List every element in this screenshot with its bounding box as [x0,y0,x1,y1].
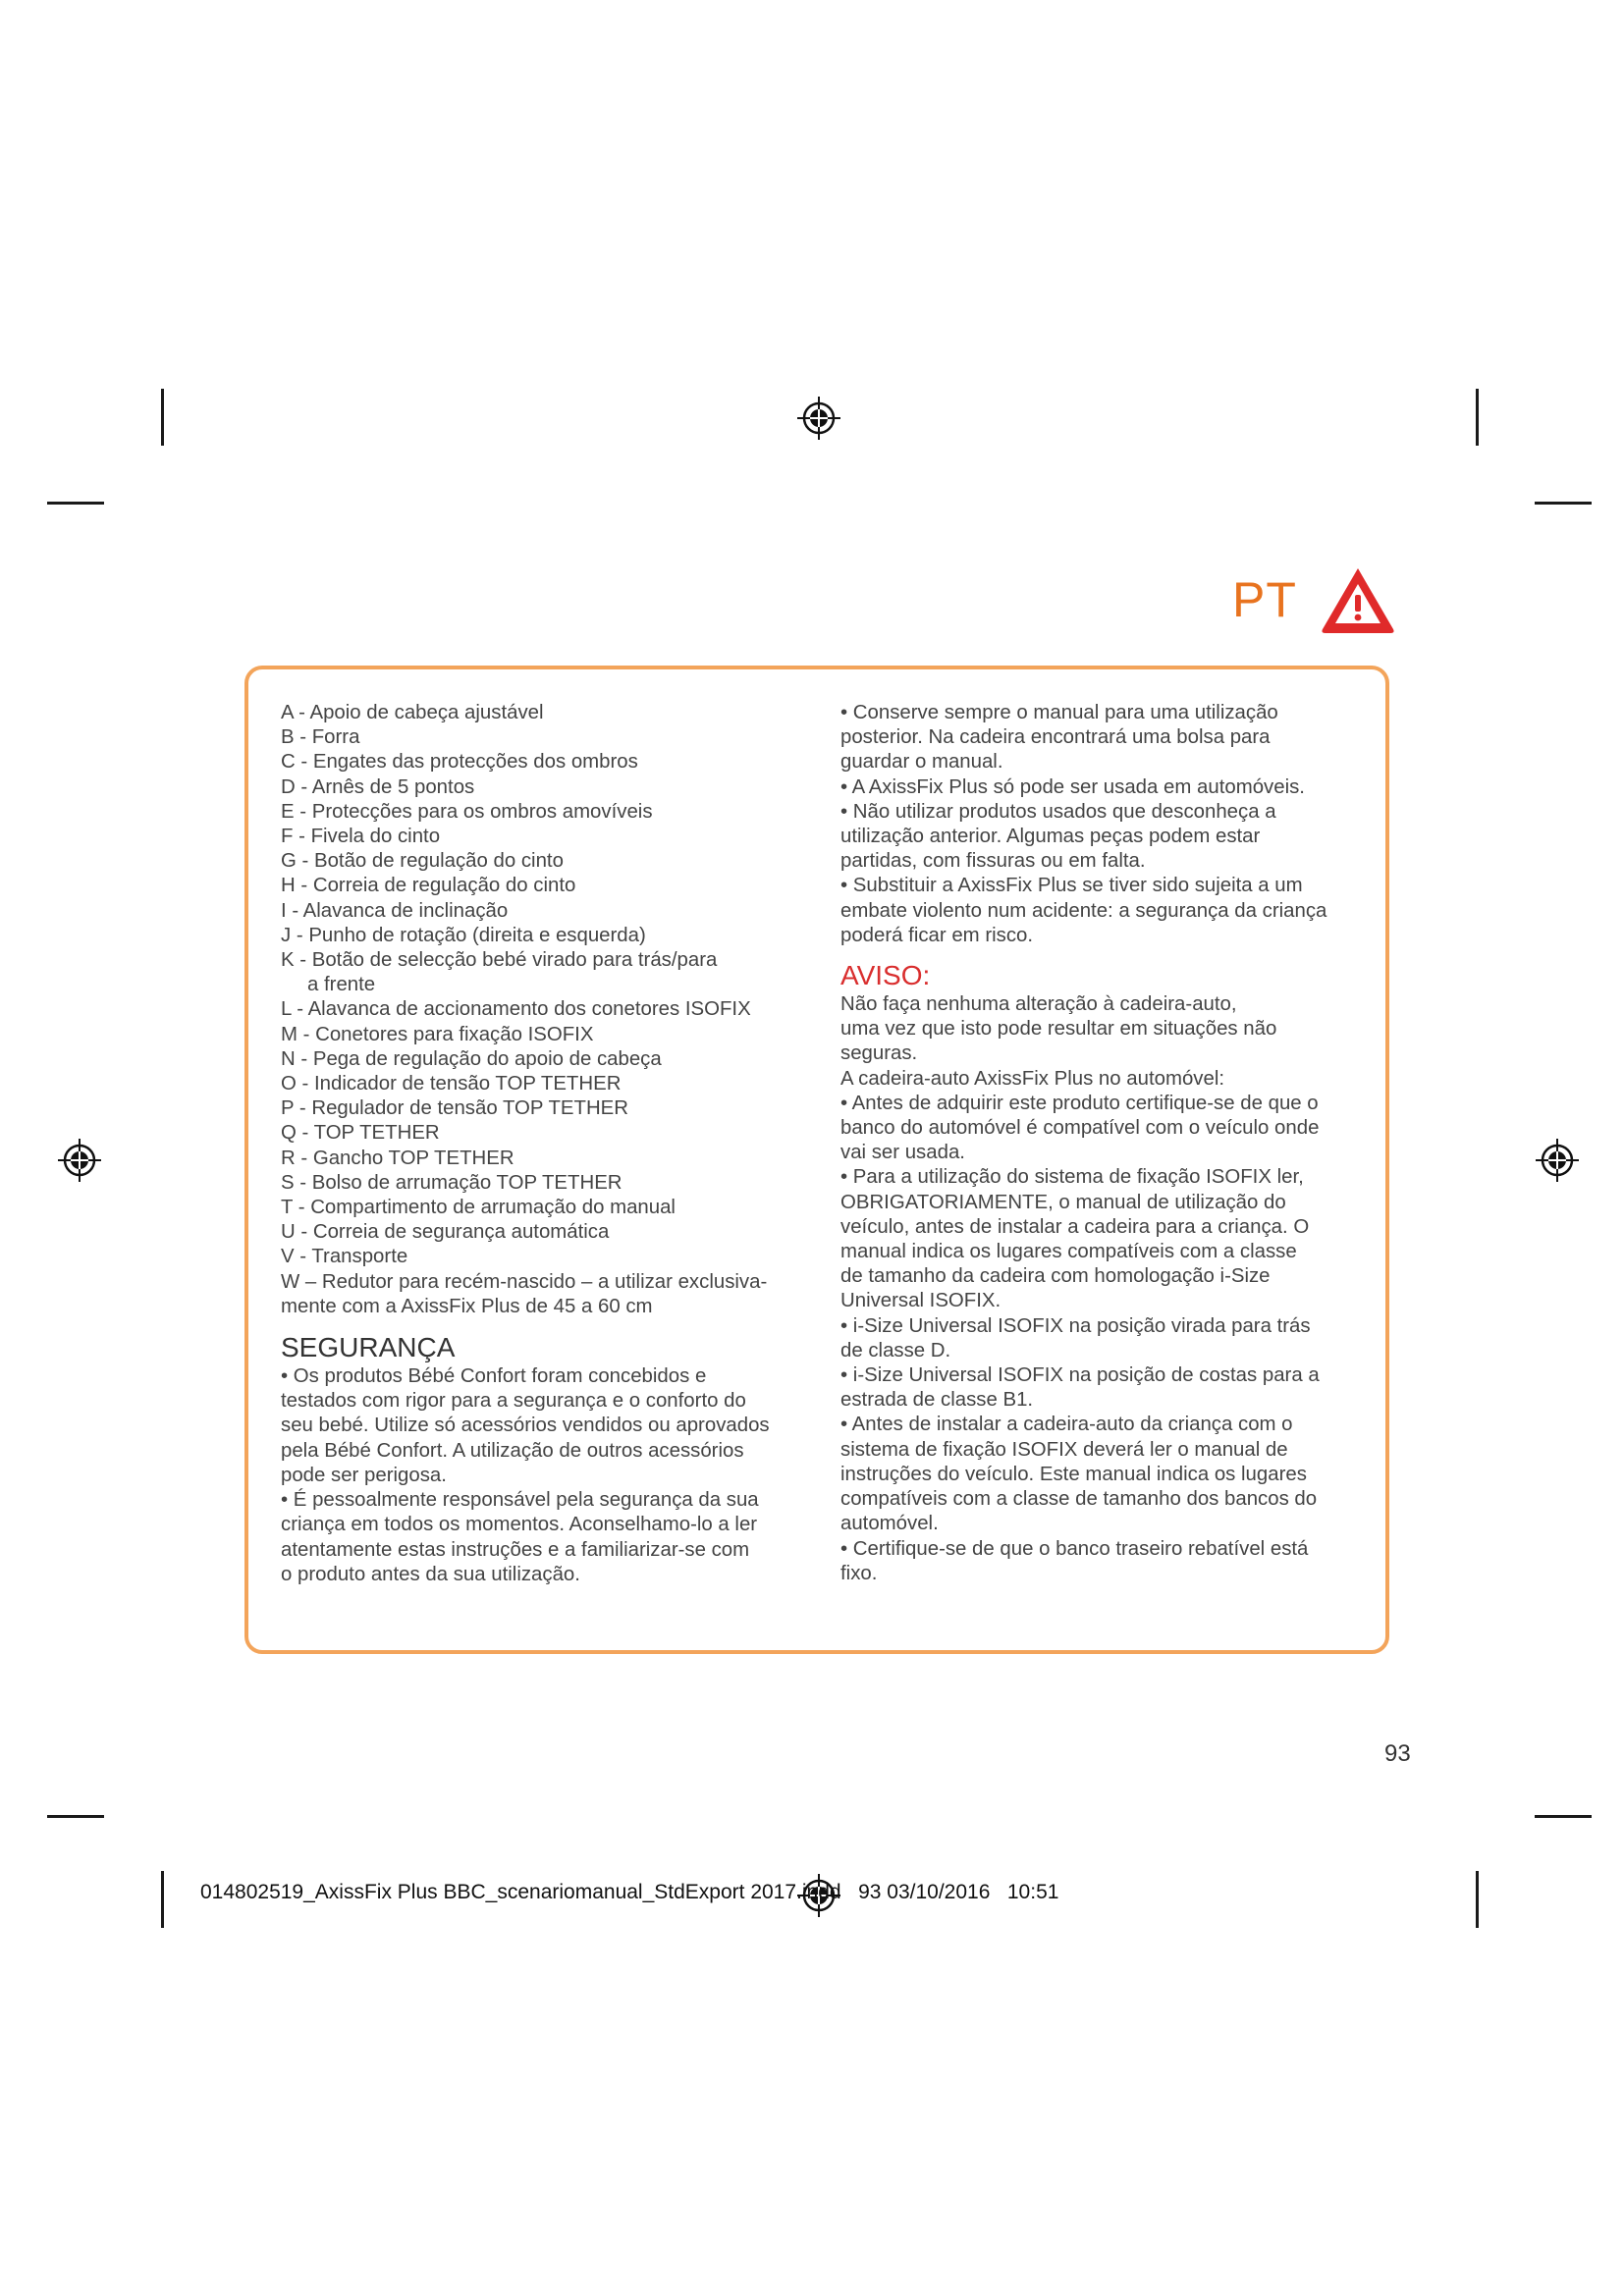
warning-line: • Para a utilização do sistema de fixação ISOFIX ler, [840,1166,1304,1189]
language-header [1232,564,1397,635]
care-line: embate violento num acidente: a segurança da criança [840,899,1327,922]
registration-mark-left-icon [56,1137,103,1184]
warning-line: • Certifique-se de que o banco traseiro rebatível está [840,1537,1309,1560]
part-item: B - Forra [281,726,360,749]
crop-mark-right-upper [1535,502,1592,505]
part-item: E - Protecções para os ombros amovíveis [281,800,653,823]
care-line: utilização anterior. Algumas peças podem estar [840,826,1261,848]
part-item: M - Conetores para fixação ISOFIX [281,1023,594,1045]
part-item: A - Apoio de cabeça ajustável [281,702,544,723]
part-item: C - Engates das protecções dos ombros [281,751,638,774]
warning-line: vai ser usada. [840,1142,965,1164]
registration-mark-top-icon [795,395,842,442]
safety-line: atentamente estas instruções e a familiarizar-se com [281,1538,750,1561]
warning-line: fixo. [840,1562,878,1584]
warning-line: de classe D. [840,1339,951,1362]
part-item: J - Punho de rotação (direita e esquerda) [281,924,646,946]
warning-line: uma vez que isto pode resultar em situações não [840,1018,1277,1041]
part-item: H - Correia de regulação do cinto [281,875,576,897]
registration-mark-right-icon [1534,1137,1581,1184]
part-item-continuation: a frente [307,974,376,996]
part-item: G - Botão de regulação do cinto [281,850,564,873]
part-item: S - Bolso de arrumação TOP TETHER [281,1171,623,1194]
part-item: I - Alavanca de inclinação [281,899,509,922]
warning-line: Universal ISOFIX. [840,1290,1001,1312]
warning-line: veículo, antes de instalar a cadeira para a criança. O [840,1215,1310,1238]
warning-line: • Antes de adquirir este produto certifique-se de que o [840,1092,1319,1114]
warning-line: sistema de fixação ISOFIX deverá ler o manual de [840,1438,1288,1461]
crop-mark-top-left [161,389,164,446]
safety-line: seu bebé. Utilize só acessórios vendidos ou aprovados [281,1415,770,1437]
warning-heading: AVISO: [840,960,931,991]
safety-line: pela Bébé Confort. A utilização de outros acessórios [281,1439,744,1462]
warning-line: automóvel. [840,1513,939,1535]
care-line: guardar o manual. [840,751,1003,774]
part-item: F - Fivela do cinto [281,826,441,848]
safety-line: testados com rigor para a segurança e o conforto do [281,1390,746,1413]
right-column [840,701,1371,1586]
warning-triangle-icon [1319,564,1397,635]
crop-mark-bottom-left [161,1871,164,1928]
language-code: PT [1232,572,1297,627]
care-line: • Substituir a AxissFix Plus se tiver sido sujeita a um [840,875,1303,897]
print-slug: 014802519_AxissFix Plus BBC_scenariomanual_StdExport 2017.indd 93 03/10/2016 10:51 [200,1881,1059,1903]
crop-mark-left-upper [47,502,104,505]
warning-line: Não faça nenhuma alteração à cadeira-auto, [840,993,1237,1016]
safety-line: criança em todos os momentos. Aconselhamo-lo a ler [281,1514,758,1536]
page-number: 93 [1384,1740,1411,1767]
part-item-continuation: mente com a AxissFix Plus de 45 a 60 cm [281,1295,653,1317]
warning-line: instruções do veículo. Este manual indica os lugares [840,1463,1307,1485]
parts-list [281,701,811,1319]
part-item: V - Transporte [281,1246,408,1268]
part-item: N - Pega de regulação do apoio de cabeça [281,1047,662,1070]
part-item: P - Regulador de tensão TOP TETHER [281,1097,629,1120]
left-column [281,701,811,1587]
part-item: O - Indicador de tensão TOP TETHER [281,1073,622,1095]
warning-line: de tamanho da cadeira com homologação i-Size [840,1265,1271,1288]
warning-line: manual indica os lugares compatíveis com a classe [840,1241,1297,1263]
safety-text [281,1364,811,1587]
care-line: partidas, com fissuras ou em falta. [840,850,1146,873]
warning-line: OBRIGATORIAMENTE, o manual de utilização do [840,1191,1286,1213]
warning-line: banco do automóvel é compatível com o veículo onde [840,1117,1320,1140]
care-text [840,701,1371,948]
part-item: Q - TOP TETHER [281,1122,440,1145]
part-item: L - Alavanca de accionamento dos conetores ISOFIX [281,998,751,1021]
warning-line: estrada de classe B1. [840,1389,1034,1412]
crop-mark-right-lower [1535,1815,1592,1818]
warning-line: seguras. [840,1042,918,1065]
crop-mark-bottom-right [1476,1871,1479,1928]
part-item: D - Arnês de 5 pontos [281,775,475,798]
warning-line: • i-Size Universal ISOFIX na posição virada para trás [840,1314,1311,1337]
care-line: • Não utilizar produtos usados que desconheça a [840,800,1276,823]
safety-line: • É pessoalmente responsável pela segurança da sua [281,1489,759,1512]
safety-line: pode ser perigosa. [281,1464,447,1486]
care-line: poderá ficar em risco. [840,924,1034,946]
safety-line: • Os produtos Bébé Confort foram concebidos e [281,1365,707,1388]
crop-mark-top-right [1476,389,1479,446]
part-item: K - Botão de selecção bebé virado para trás/para [281,949,718,972]
part-item: U - Correia de segurança automática [281,1221,610,1244]
warning-line: • Antes de instalar a cadeira-auto da criança com o [840,1414,1293,1436]
care-line: • A AxissFix Plus só pode ser usada em automóveis. [840,775,1305,798]
care-line: • Conserve sempre o manual para uma utilização [840,702,1278,723]
safety-line: o produto antes da sua utilização. [281,1563,580,1585]
crop-mark-left-lower [47,1815,104,1818]
warning-line: A cadeira-auto AxissFix Plus no automóvel: [840,1067,1225,1090]
part-item: W – Redutor para recém-nascido – a utilizar exclusiva- [281,1270,768,1293]
warning-line: • i-Size Universal ISOFIX na posição de costas para a [840,1364,1320,1387]
part-item: T - Compartimento de arrumação do manual [281,1197,676,1219]
care-line: posterior. Na cadeira encontrará uma bolsa para [840,726,1271,749]
safety-heading: SEGURANÇA [281,1332,456,1363]
warning-line: compatíveis com a classe de tamanho dos bancos do [840,1488,1318,1511]
warning-text [840,992,1371,1586]
part-item: R - Gancho TOP TETHER [281,1147,514,1169]
